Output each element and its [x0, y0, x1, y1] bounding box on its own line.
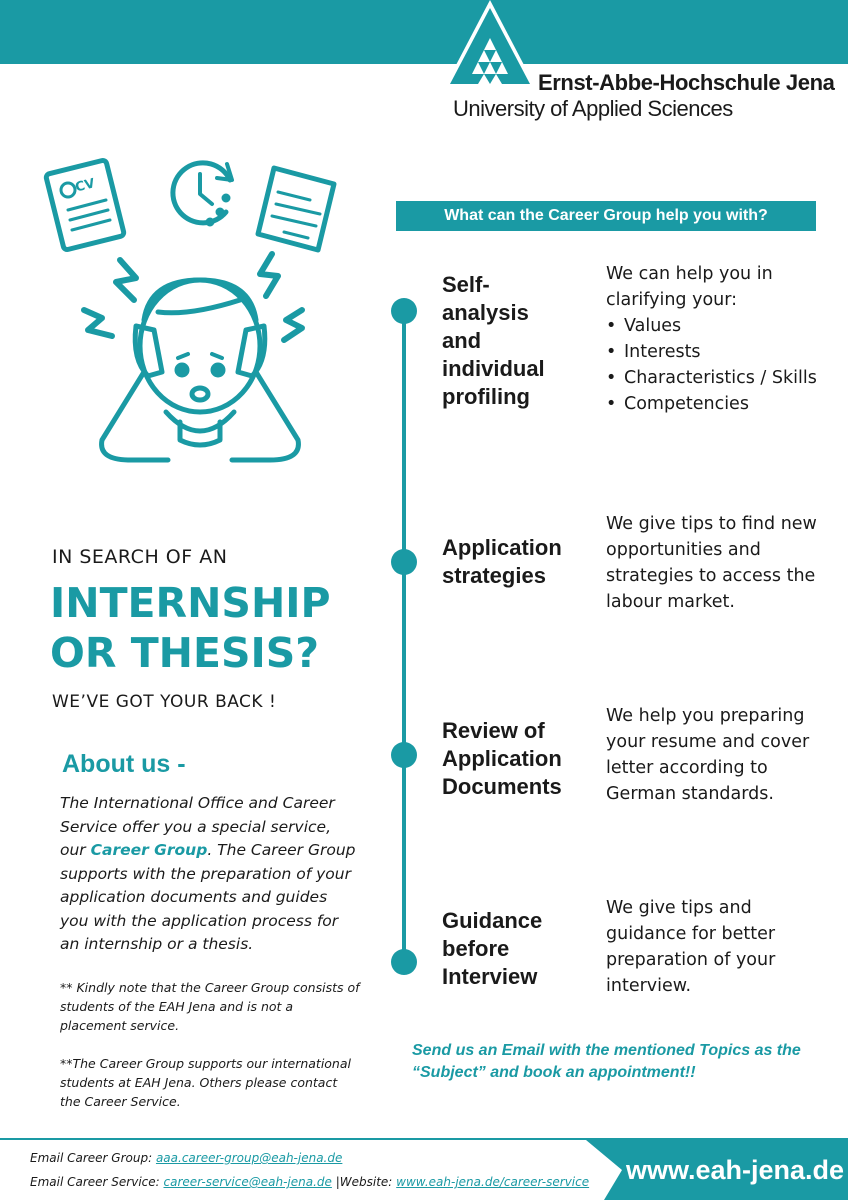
- topic-application-strategies-description: We give tips to find new opportunities and strategies to access the labour market.: [606, 514, 817, 612]
- topic-title-line: individual: [442, 356, 545, 381]
- headline-main: [50, 578, 331, 678]
- headline-thesis: OR THESIS?: [50, 629, 320, 677]
- document-icon: [258, 168, 334, 250]
- stressed-person-icon: [102, 280, 299, 460]
- list-item: • Values: [624, 313, 826, 339]
- footer-website-url[interactable]: www.eah-jena.de: [626, 1155, 845, 1185]
- lightning-icon: [84, 254, 302, 340]
- footer-career-service: [30, 1175, 589, 1189]
- topic-title-line: strategies: [442, 563, 546, 588]
- career-group-highlight: Career Group: [90, 841, 208, 859]
- list-item: • Characteristics / Skills: [624, 365, 826, 391]
- about-text-part1: The International Office and Career Service offer you a special service, our: [60, 794, 335, 859]
- footer-label: Email Career Service:: [30, 1175, 164, 1189]
- help-heading: What can the Career Group help you with?: [396, 201, 816, 231]
- about-text-part2: . The Career Group supports with the preparation of your application documents and guides you with the application process for an internship or a thesis.: [60, 841, 356, 953]
- footer-career-group: [30, 1151, 342, 1165]
- career-group-email-link[interactable]: aaa.career-group@eah-jena.de: [155, 1151, 343, 1165]
- topic-title-line: Application: [442, 746, 562, 771]
- topic-title-line: Application: [442, 535, 562, 560]
- topic-self-analysis-description: [606, 261, 826, 417]
- topic-interview-guidance: [442, 907, 592, 991]
- headline-internship: INTERNSHIP: [50, 579, 331, 627]
- career-service-website-link[interactable]: www.eah-jena.de/career-service: [396, 1175, 590, 1189]
- topic-title-line: Documents: [442, 774, 562, 799]
- headline-tagline: WE’VE GOT YOUR BACK !: [52, 692, 277, 712]
- topic-title-line: Review of: [442, 718, 545, 743]
- note-placement: ** Kindly note that the Career Group consists of students of the EAH Jena and is not a placement service.: [60, 980, 360, 1033]
- topic-title-line: analysis: [442, 300, 529, 325]
- footer-label: |Website:: [331, 1175, 397, 1189]
- call-to-action: Send us an Email with the mentioned Topics as the “Subject” and book an appointment!!: [412, 1042, 801, 1081]
- headline-intro: IN SEARCH OF AN: [52, 546, 228, 568]
- list-item: • Interests: [624, 339, 826, 365]
- svg-text:CV: CV: [73, 176, 97, 196]
- topic-title-line: before: [442, 936, 510, 961]
- stress-illustration: [40, 150, 340, 480]
- skills-list: [606, 313, 826, 417]
- university-name: Ernst-Abbe-Hochschule Jena: [538, 70, 835, 95]
- topic-title-line: profiling: [442, 384, 530, 409]
- career-service-email-link[interactable]: career-service@eah-jena.de: [163, 1175, 332, 1189]
- cv-document-icon: [45, 160, 124, 251]
- topic-title-line: and: [442, 328, 482, 353]
- topic-title-line: Self-: [442, 272, 490, 297]
- topic-intro: We can help you in clarifying your:: [606, 264, 773, 310]
- timeline-dot: [391, 298, 417, 324]
- list-item: • Competencies: [624, 391, 826, 417]
- timeline-line: [402, 300, 406, 968]
- topic-application-strategies: [442, 534, 592, 590]
- topic-self-analysis: [442, 271, 592, 411]
- university-subtitle: University of Applied Sciences: [453, 96, 733, 121]
- clock-icon: [173, 163, 232, 224]
- timeline-dot: [391, 742, 417, 768]
- header-band: [0, 0, 848, 64]
- about-text: [60, 792, 360, 957]
- about-title: About us -: [62, 750, 186, 778]
- topic-title-line: Guidance: [442, 908, 543, 933]
- topic-title-line: Interview: [442, 964, 538, 989]
- topic-interview-guidance-description: We give tips and guidance for better preparation of your interview.: [606, 898, 776, 996]
- note-international: **The Career Group supports our international students at EAH Jena. Others please contact the Career Service.: [60, 1056, 351, 1109]
- university-logo-icon: [444, 0, 536, 88]
- topic-review-documents-description: We help you preparing your resume and cover letter according to German standards.: [606, 706, 810, 804]
- footer-label: Email Career Group:: [30, 1151, 156, 1165]
- timeline-dot: [391, 949, 417, 975]
- timeline-dot: [391, 549, 417, 575]
- topic-review-documents: [442, 717, 592, 801]
